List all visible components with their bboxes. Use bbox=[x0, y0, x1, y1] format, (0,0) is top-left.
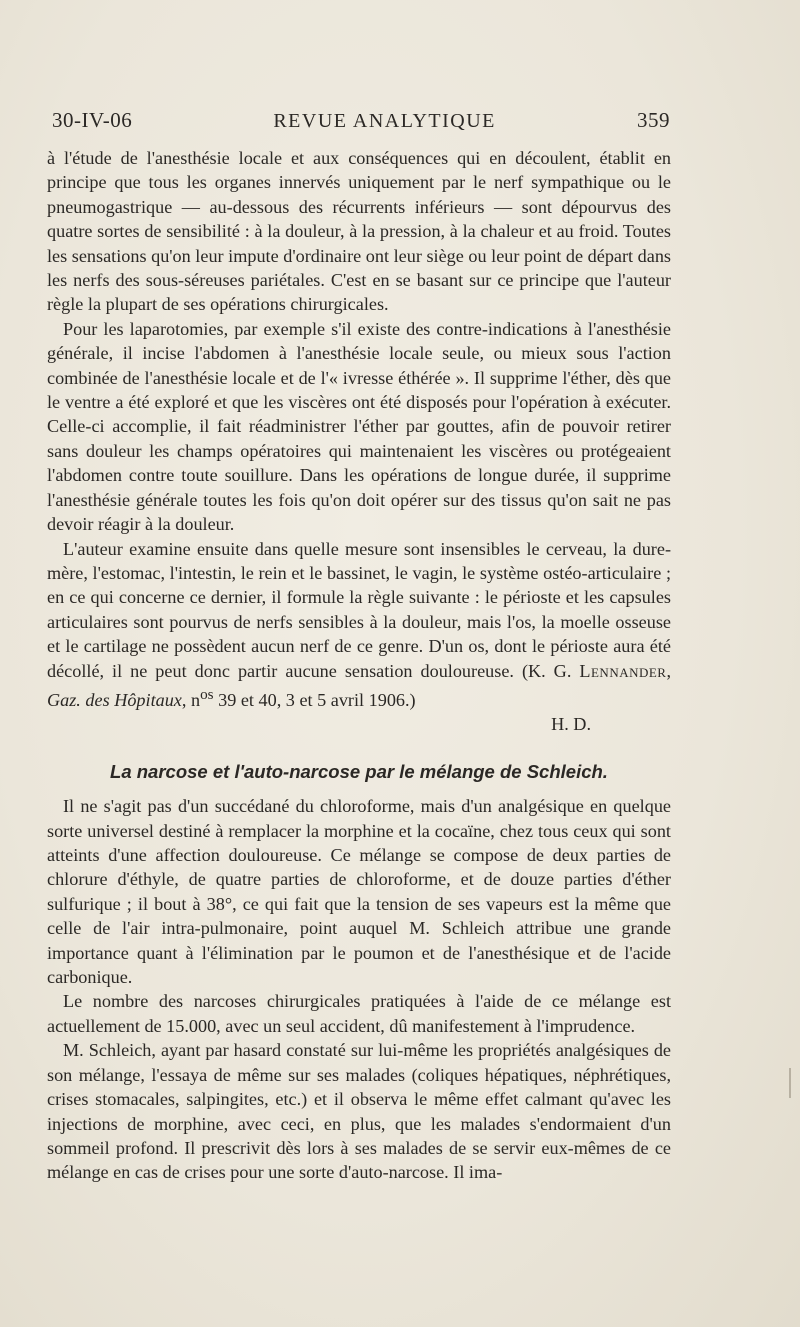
article1-paragraph-3 bbox=[47, 537, 671, 713]
citation-tail: 39 et 40, 3 et 5 avril 1906.) bbox=[213, 690, 416, 710]
article1-paragraph-1: à l'étude de l'anesthésie locale et aux conséquences qui en découlent, établit en principe que tous les organes innervés uniquement par le nerf sympathique ou le pneumogastrique — au-dessous des récurrents inférieurs — sont dépourvus des quatre sortes de sensibilité : à la douleur, à la pression, à la chaleur et au froid. Toutes les sensations qu'on leur impute d'ordinaire ont leur siège ou leur point de départ dans les nerfs des sous-séreuses pariétales. C'est en se basant sur ce principe que l'auteur règle la plupart de ses opérations chirurgicales. bbox=[47, 148, 671, 315]
running-header bbox=[52, 108, 670, 133]
page-number: 359 bbox=[637, 108, 670, 132]
header-date: 30-IV-06 bbox=[52, 108, 133, 132]
page-edge-mark bbox=[789, 1068, 791, 1098]
citation-author: Lennander bbox=[579, 660, 667, 681]
article1-signature: H. D. bbox=[551, 714, 591, 735]
article2-paragraph-2: Le nombre des narcoses chirurgicales pratiquées à l'aide de ce mélange est actuellement de 15.000, avec un seul accident, dû manifestement à l'imprudence. bbox=[47, 991, 671, 1036]
article2-paragraph-1: Il ne s'agit pas d'un succédané du chloroforme, mais d'un analgésique en quelque sorte universel destiné à remplacer la morphine et la cocaïne, chez tous ceux qui sont atteints d'une affection douloureuse. Ce mélange se compose de deux parties de chlorure d'éthyle, de quatre parties de chloroforme, et de douze parties d'éther sulfurique ; il bout à 38°, ce qui fait que la tension de ses vapeurs est la même que celle de l'air intra-pulmonaire, point auquel M. Schleich attribue une grande importance quant à l'élimination par le poumon et de l'anesthésique et de l'acide carbonique. bbox=[47, 796, 671, 988]
article2-title: La narcose et l'auto-narcose par le mélange de Schleich. bbox=[110, 760, 608, 782]
citation-open: (K. G. bbox=[521, 660, 572, 681]
citation-rest: , n bbox=[181, 690, 201, 710]
citation-journal: Gaz. des Hôpitaux bbox=[47, 690, 182, 710]
citation-sup: os bbox=[200, 685, 214, 703]
page-body bbox=[47, 146, 671, 1185]
journal-title: REVUE ANALYTIQUE bbox=[273, 110, 496, 132]
article2-paragraph-3: M. Schleich, ayant par hasard constaté sur lui-même les propriétés analgésiques de son mélange, l'essaya de même sur ses malades (coliques hépatiques, néphrétiques, crises stomacales, salpingites, etc.) et il observa le même effet calmant qu'avec les injections de morphine, avec ceci, en plus, que les malades s'endormaient d'un sommeil profond. Il prescrivit dès lors à ses malades de se servir eux-mêmes de ce mélange en cas de crises pour une sorte d'auto-narcose. Il ima- bbox=[47, 1040, 671, 1183]
citation-sep: , bbox=[666, 660, 672, 681]
article1-paragraph-2: Pour les laparotomies, par exemple s'il existe des contre-indications à l'anesthésie générale, il incise l'abdomen à l'anesthésie locale seule, ou mieux sous l'action combinée de l'anesthésie locale et de l'« ivresse éthérée ». Il supprime l'éther, dès que le ventre a été exploré et que les viscères ont été disposés pour l'opération à exécuter. Celle-ci accomplie, il fait réadministrer l'éther par gouttes, afin de pouvoir retirer sans douleur les champs opératoires qui maintenaient les viscères ou protégeaient l'abdomen contre toute souillure. Dans les opérations de longue durée, il supprime l'anesthésie générale toutes les fois qu'on doit opérer sur des tissus qu'on sait ne pas devoir réagir à la douleur. bbox=[47, 318, 671, 535]
article1-paragraph-3-text: L'auteur examine ensuite dans quelle mesure sont insensibles le cerveau, la dure-mère, l'estomac, l'intestin, le rein et le bassinet, le vagin, le système ostéo-articulaire ; en ce qui concerne ce dernier, il formule la règle suivante : le périoste et les capsules articulaires sont pourvus de nerfs sensibles à la douleur, mais l'os, la moelle osseuse et le cartilage ne possèdent aucun nerf de ce genre. D'un os, dont le périoste aura été décollé, il ne peut donc partir aucune sensation douloureuse. bbox=[47, 538, 671, 681]
